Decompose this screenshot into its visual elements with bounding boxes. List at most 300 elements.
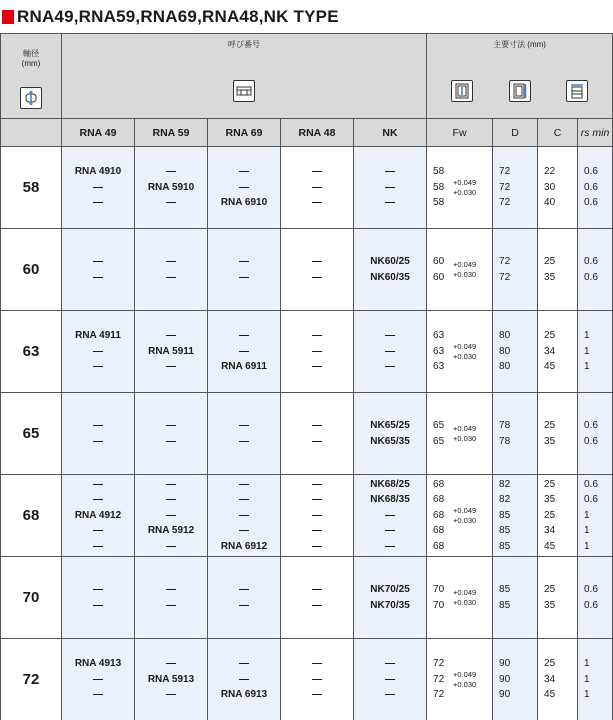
designation-value: NK68/35: [370, 494, 410, 506]
rna48-cell: [281, 147, 354, 229]
fw-tolerance: [453, 178, 476, 198]
designation-value: —: [385, 361, 396, 373]
designation-value: —: [312, 494, 322, 506]
designation-value: —: [239, 599, 249, 611]
designation-value: —: [166, 361, 176, 373]
nk-cell: [354, 557, 427, 639]
col-c: C: [538, 119, 578, 147]
designation-value: RNA 4913: [74, 658, 122, 670]
d-value: 90: [499, 689, 511, 701]
designation-value: —: [93, 197, 103, 209]
tolerance-upper: +0.049: [453, 423, 477, 433]
d-value: 72: [499, 181, 511, 193]
designation-value: —: [385, 525, 396, 537]
d-value: 82: [499, 494, 511, 506]
c-value: 34: [544, 525, 556, 537]
d-cell: [493, 311, 538, 393]
designation-value: —: [166, 658, 176, 670]
designation-value: —: [166, 166, 176, 178]
fw-tolerance: [453, 670, 476, 690]
designation-value: —: [93, 361, 103, 373]
fw-tolerance: [453, 588, 476, 608]
designation-value: —: [93, 689, 103, 701]
designation-value: —: [239, 181, 249, 193]
designation-value: —: [312, 420, 322, 431]
fw-value: 72: [433, 689, 445, 701]
designation-value: —: [93, 420, 103, 431]
designation-header-label: 呼び番号: [228, 40, 261, 49]
fw-value: 65: [433, 420, 445, 431]
rna49-cell: [62, 393, 135, 475]
designation-value: —: [166, 197, 176, 209]
rs-cell: [578, 639, 613, 720]
designation-value: —: [385, 330, 396, 342]
shaft-diameter: 70: [1, 557, 62, 639]
designation-value: —: [93, 435, 103, 447]
rs-value: 1: [584, 345, 590, 357]
rna69-cell: [208, 147, 281, 229]
designation-value: RNA 5913: [147, 673, 195, 685]
col-rs: rs min: [578, 119, 613, 147]
rna59-cell: [135, 475, 208, 557]
rna48-cell: [281, 229, 354, 311]
shaft-icon: [20, 87, 42, 109]
shaft-diameter: 58: [1, 147, 62, 229]
c-dimension-icon: [566, 80, 588, 102]
d-value: 78: [499, 435, 511, 447]
shaft-diameter: 68: [1, 475, 62, 557]
fw-value: 70: [433, 599, 445, 611]
c-value: 25: [544, 658, 556, 670]
c-value: 25: [544, 256, 556, 267]
designation-value: —: [166, 330, 176, 342]
c-value: 34: [544, 673, 556, 685]
tolerance-lower: +0.030: [453, 515, 477, 525]
designation-value: —: [93, 540, 103, 552]
nk-cell: [354, 393, 427, 475]
designation-value: —: [385, 689, 396, 701]
designation-value: RNA 6912: [220, 540, 268, 552]
d-value: 90: [499, 658, 511, 670]
fw-value: 60: [433, 271, 445, 283]
designation-value: —: [239, 478, 249, 490]
designation-value: —: [166, 435, 176, 447]
rna59-cell: [135, 229, 208, 311]
designation-value: —: [312, 197, 322, 209]
rna69-cell: [208, 229, 281, 311]
c-value: 45: [544, 361, 556, 373]
designation-value: —: [312, 673, 322, 685]
c-cell: [538, 475, 578, 557]
designation-value: —: [239, 435, 249, 447]
rna48-cell: [281, 393, 354, 475]
nk-cell: [354, 475, 427, 557]
fw-value: 70: [433, 584, 445, 595]
rna69-cell: [208, 639, 281, 720]
rna59-cell: [135, 639, 208, 720]
c-value: 25: [544, 478, 556, 490]
rs-value: 1: [584, 689, 590, 701]
rna69-cell: [208, 475, 281, 557]
dimensions-header-label: 主要寸法 (mm): [493, 40, 546, 49]
designation-value: NK70/25: [370, 584, 410, 595]
designation-value: RNA 6911: [221, 361, 267, 373]
rs-value: 1: [584, 658, 590, 670]
designation-value: —: [166, 540, 176, 552]
dimensions-header: [427, 34, 613, 119]
rna59-cell: [135, 393, 208, 475]
rna69-cell: [208, 311, 281, 393]
title-marker: [2, 10, 14, 24]
rs-value: 0.6: [584, 478, 598, 490]
fw-value: 68: [433, 509, 445, 521]
c-value: 30: [544, 181, 556, 193]
designation-value: —: [312, 478, 322, 490]
designation-value: —: [239, 420, 249, 431]
c-value: 45: [544, 540, 556, 552]
d-cell: [493, 229, 538, 311]
col-rna69: RNA 69: [208, 119, 281, 147]
designation-value: —: [312, 330, 322, 342]
designation-value: —: [312, 509, 322, 521]
rs-cell: [578, 229, 613, 311]
tolerance-lower: +0.030: [453, 433, 477, 443]
designation-value: —: [312, 435, 322, 447]
designation-value: NK65/35: [370, 435, 410, 447]
d-value: 80: [499, 330, 511, 342]
designation-value: RNA 5910: [147, 181, 195, 193]
rs-cell: [578, 475, 613, 557]
c-cell: [538, 639, 578, 720]
shaft-header-label: 軸径 (mm): [21, 49, 41, 68]
designation-value: —: [166, 478, 176, 490]
rs-cell: [578, 147, 613, 229]
c-value: 34: [544, 345, 556, 357]
designation-value: NK68/25: [370, 478, 410, 490]
designation-value: —: [312, 599, 322, 611]
designation-value: —: [385, 673, 396, 685]
rs-value: 0.6: [584, 271, 598, 283]
c-value: 35: [544, 599, 556, 611]
designation-value: NK60/35: [370, 271, 410, 283]
c-cell: [538, 147, 578, 229]
c-cell: [538, 311, 578, 393]
designation-value: —: [239, 584, 249, 595]
c-value: 45: [544, 689, 556, 701]
rs-value: 1: [584, 361, 590, 373]
tolerance-upper: +0.049: [453, 669, 477, 679]
fw-value: 65: [433, 435, 445, 447]
designation-value: —: [93, 673, 103, 685]
d-value: 82: [499, 478, 511, 490]
table-row: [1, 475, 613, 557]
fw-value: 68: [433, 494, 445, 506]
c-value: 25: [544, 509, 556, 521]
d-value: 85: [499, 509, 511, 521]
d-value: 85: [499, 599, 511, 611]
fw-tolerance: [453, 424, 476, 444]
d-cell: [493, 475, 538, 557]
table-row: [1, 393, 613, 475]
fw-value: 58: [433, 197, 445, 209]
rs-value: 0.6: [584, 181, 598, 193]
c-value: 40: [544, 197, 556, 209]
designation-value: —: [385, 197, 396, 209]
designation-value: RNA 4912: [74, 509, 122, 521]
designation-value: —: [385, 658, 396, 670]
d-value: 72: [499, 256, 511, 267]
nk-cell: [354, 147, 427, 229]
designation-value: —: [166, 494, 176, 506]
rs-value: 1: [584, 330, 590, 342]
page-title: [0, 0, 613, 33]
fw-tolerance: [453, 506, 476, 526]
rna59-cell: [135, 147, 208, 229]
designation-value: —: [93, 494, 103, 506]
fw-tolerance: [453, 342, 476, 362]
table-row: [1, 557, 613, 639]
c-value: 35: [544, 494, 556, 506]
designation-value: NK70/35: [370, 599, 410, 611]
col-blank: [1, 119, 62, 147]
designation-value: —: [385, 181, 396, 193]
rna69-cell: [208, 393, 281, 475]
table-row: [1, 639, 613, 720]
tolerance-upper: +0.049: [453, 341, 477, 351]
designation-header: [62, 34, 427, 119]
shaft-header: [1, 34, 62, 119]
d-cell: [493, 393, 538, 475]
tolerance-upper: +0.049: [453, 587, 477, 597]
d-cell: [493, 639, 538, 720]
designation-value: —: [166, 420, 176, 431]
col-rna49: RNA 49: [62, 119, 135, 147]
designation-value: —: [312, 256, 322, 267]
designation-value: —: [93, 181, 103, 193]
rna48-cell: [281, 639, 354, 720]
d-value: 85: [499, 540, 511, 552]
fw-cell: [427, 475, 493, 557]
d-cell: [493, 147, 538, 229]
table-row: [1, 147, 613, 229]
rs-value: 0.6: [584, 197, 598, 209]
designation-value: —: [93, 478, 103, 490]
designation-value: RNA 6910: [220, 197, 268, 209]
fw-dimension-icon: [451, 80, 473, 102]
d-value: 80: [499, 345, 511, 357]
tolerance-upper: +0.049: [453, 259, 477, 269]
designation-value: RNA 5912: [147, 525, 195, 537]
rs-value: 0.6: [584, 420, 598, 431]
col-d: D: [493, 119, 538, 147]
shaft-diameter: 65: [1, 393, 62, 475]
rs-value: 1: [584, 509, 590, 521]
c-value: 35: [544, 271, 556, 283]
tolerance-lower: +0.030: [453, 187, 477, 197]
c-value: 22: [544, 166, 556, 178]
fw-cell: [427, 147, 493, 229]
designation-value: —: [312, 166, 322, 178]
fw-value: 72: [433, 673, 445, 685]
designation-value: —: [239, 271, 249, 283]
rna59-cell: [135, 557, 208, 639]
fw-value: 68: [433, 525, 445, 537]
designation-value: RNA 5911: [148, 345, 194, 357]
fw-value: 63: [433, 330, 445, 342]
rna49-cell: [62, 475, 135, 557]
fw-value: 68: [433, 478, 445, 490]
rs-value: 0.6: [584, 435, 598, 447]
designation-value: RNA 4911: [75, 330, 121, 342]
fw-value: 58: [433, 166, 445, 178]
rna49-cell: [62, 147, 135, 229]
shaft-diameter: 63: [1, 311, 62, 393]
designation-value: —: [93, 345, 103, 357]
title-text: RNA49,RNA59,RNA69,RNA48,NK TYPE: [17, 6, 339, 26]
rs-value: 1: [584, 525, 590, 537]
designation-value: —: [166, 584, 176, 595]
designation-value: —: [166, 689, 176, 701]
c-cell: [538, 229, 578, 311]
designation-value: —: [239, 345, 249, 357]
tolerance-lower: +0.030: [453, 269, 477, 279]
fw-value: 63: [433, 345, 445, 357]
rna49-cell: [62, 557, 135, 639]
c-value: 25: [544, 420, 556, 431]
fw-cell: [427, 639, 493, 720]
designation-value: —: [239, 525, 249, 537]
designation-value: —: [239, 509, 249, 521]
designation-value: —: [239, 658, 249, 670]
col-nk: NK: [354, 119, 427, 147]
shaft-diameter: 60: [1, 229, 62, 311]
rna48-cell: [281, 311, 354, 393]
d-value: 90: [499, 673, 511, 685]
rs-cell: [578, 393, 613, 475]
designation-value: —: [239, 166, 249, 178]
designation-value: —: [312, 584, 322, 595]
rs-value: 0.6: [584, 494, 598, 506]
c-value: 35: [544, 435, 556, 447]
designation-value: —: [239, 673, 249, 685]
fw-cell: [427, 311, 493, 393]
rna69-cell: [208, 557, 281, 639]
col-fw: Fw: [427, 119, 493, 147]
col-rna59: RNA 59: [135, 119, 208, 147]
rs-cell: [578, 557, 613, 639]
designation-value: RNA 4910: [74, 166, 122, 178]
designation-value: —: [312, 181, 322, 193]
designation-value: —: [312, 658, 322, 670]
column-header-row: [1, 119, 613, 147]
d-value: 72: [499, 271, 511, 283]
rna48-cell: [281, 475, 354, 557]
designation-value: —: [239, 494, 249, 506]
designation-value: —: [239, 330, 249, 342]
rna59-cell: [135, 311, 208, 393]
rs-value: 0.6: [584, 599, 598, 611]
nk-cell: [354, 229, 427, 311]
designation-value: —: [385, 540, 396, 552]
nk-cell: [354, 639, 427, 720]
rna49-cell: [62, 229, 135, 311]
tolerance-upper: +0.049: [453, 505, 477, 515]
c-value: 25: [544, 584, 556, 595]
designation-value: —: [166, 599, 176, 611]
rs-value: 0.6: [584, 256, 598, 267]
fw-cell: [427, 393, 493, 475]
c-value: 25: [544, 330, 556, 342]
d-value: 72: [499, 166, 511, 178]
designation-value: —: [385, 345, 396, 357]
col-rna48: RNA 48: [281, 119, 354, 147]
table-row: [1, 311, 613, 393]
designation-value: —: [239, 256, 249, 267]
shaft-diameter: 72: [1, 639, 62, 720]
rna48-cell: [281, 557, 354, 639]
designation-value: —: [93, 599, 103, 611]
rna49-cell: [62, 311, 135, 393]
d-value: 78: [499, 420, 511, 431]
fw-value: 68: [433, 540, 445, 552]
nk-cell: [354, 311, 427, 393]
designation-value: —: [385, 509, 396, 521]
designation-value: —: [312, 525, 322, 537]
designation-value: NK60/25: [370, 256, 410, 267]
spec-table: [0, 33, 613, 720]
tolerance-lower: +0.030: [453, 679, 477, 689]
c-cell: [538, 557, 578, 639]
designation-value: RNA 6913: [220, 689, 268, 701]
fw-tolerance: [453, 260, 476, 280]
designation-value: NK65/25: [370, 420, 410, 431]
fw-value: 63: [433, 361, 445, 373]
designation-value: —: [166, 256, 176, 267]
tolerance-upper: +0.049: [453, 177, 477, 187]
tolerance-lower: +0.030: [453, 351, 477, 361]
designation-value: —: [166, 509, 176, 521]
d-value: 85: [499, 584, 511, 595]
table-body: [1, 147, 613, 720]
fw-value: 60: [433, 256, 445, 267]
d-dimension-icon: [509, 80, 531, 102]
designation-value: —: [385, 166, 396, 178]
fw-value: 72: [433, 658, 445, 670]
fw-cell: [427, 557, 493, 639]
c-cell: [538, 393, 578, 475]
fw-value: 58: [433, 181, 445, 193]
rs-value: 1: [584, 540, 590, 552]
designation-value: —: [93, 584, 103, 595]
rs-value: 1: [584, 673, 590, 685]
tolerance-lower: +0.030: [453, 597, 477, 607]
designation-value: —: [166, 271, 176, 283]
rna49-cell: [62, 639, 135, 720]
designation-value: —: [93, 271, 103, 283]
designation-value: —: [93, 256, 103, 267]
designation-value: —: [312, 689, 322, 701]
table-row: [1, 229, 613, 311]
designation-value: —: [312, 271, 322, 283]
designation-value: —: [312, 540, 322, 552]
d-value: 72: [499, 197, 511, 209]
designation-value: —: [312, 345, 322, 357]
designation-value: —: [312, 361, 322, 373]
d-cell: [493, 557, 538, 639]
d-value: 85: [499, 525, 511, 537]
d-value: 80: [499, 361, 511, 373]
fw-cell: [427, 229, 493, 311]
